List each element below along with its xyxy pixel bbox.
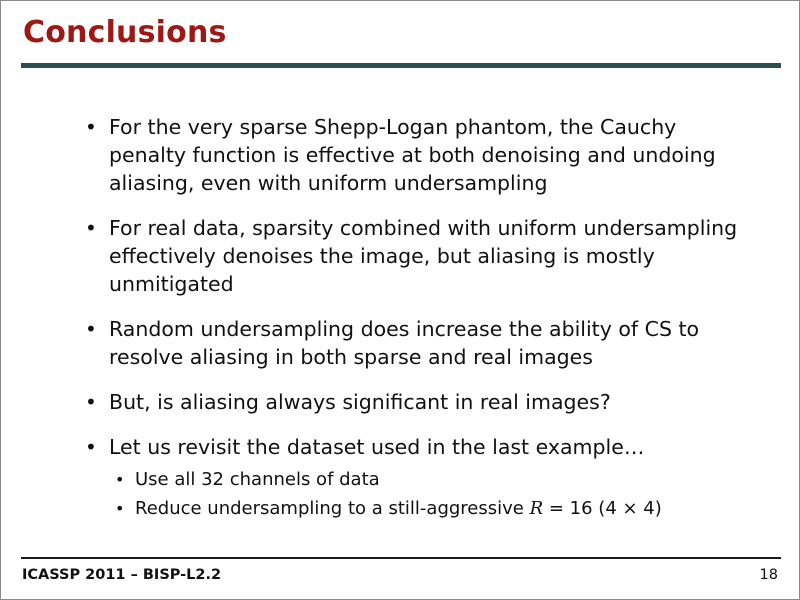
list-item-text: For the very sparse Shepp-Logan phantom, the Cauchy penalty function is effective at both denoising and undoing aliasing, even with uniform undersampling [109,115,716,195]
math-symbol-r: R [529,498,544,519]
list-item [79,433,749,522]
title-divider [21,63,781,68]
sub-list-item [109,467,749,493]
list-item-text: But, is aliasing always significant in real images? [109,390,611,414]
list-item-text: Random undersampling does increase the ability of CS to resolve aliasing in both sparse and real images [109,317,700,369]
sub-list-item-text: Use all 32 channels of data [135,469,380,490]
sub-list-item [109,496,749,522]
sub-list-item-text-prefix: Reduce undersampling to a still-aggressive [135,498,530,519]
list-item [79,388,749,416]
bullet-icon: • [85,317,97,341]
list-item [79,315,749,371]
bullet-icon: • [85,115,97,139]
list-item [79,214,749,298]
footer-conference-label: ICASSP 2011 – BISP-L2.2 [22,567,222,583]
page-number: 18 [759,567,778,583]
bullet-icon: • [115,499,125,518]
bullet-icon: • [85,435,97,459]
list-item [79,113,749,197]
bullet-icon: • [115,470,125,489]
list-item-text: For real data, sparsity combined with uniform undersampling effectively denoises the image, but aliasing is mostly unmitigated [109,216,738,296]
page-title: Conclusions [23,15,227,50]
footer-divider [21,557,781,559]
sub-list-item-text [135,498,662,519]
bullet-list [79,113,749,522]
sub-bullet-list [109,467,749,522]
slide-body [79,113,749,539]
bullet-icon: • [85,216,97,240]
bullet-icon: • [85,390,97,414]
list-item-text: Let us revisit the dataset used in the last example… [109,435,645,459]
sub-list-item-text-suffix: = 16 (4 × 4) [543,498,662,519]
